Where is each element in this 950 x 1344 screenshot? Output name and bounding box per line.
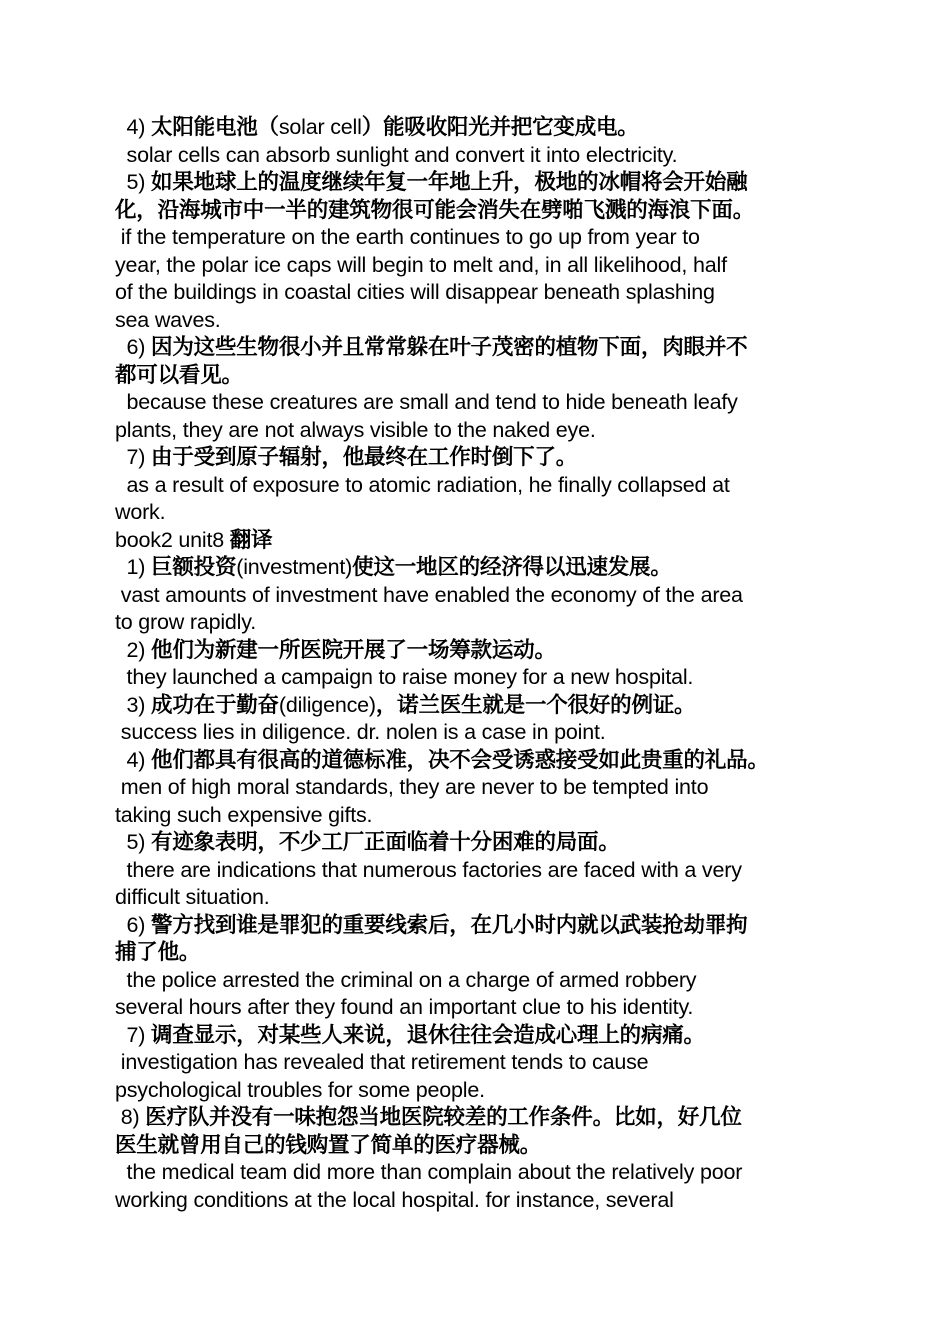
text-line [115, 472, 845, 500]
english-text: book2 unit8 [115, 527, 230, 552]
english-text: plants, they are not always visible to the naked eye. [115, 417, 596, 442]
english-text: 2) [115, 637, 152, 662]
chinese-text: 成功在于勤奋 [151, 692, 279, 717]
text-line [115, 197, 845, 225]
text-line [115, 884, 845, 912]
english-text: (investment) [236, 555, 353, 579]
english-text: solar cells can absorb sunlight and convert it into electricity. [115, 142, 678, 167]
chinese-text: 因为这些生物很小并且常常躲在叶子茂密的植物下面，肉眼并不 [151, 335, 748, 359]
document-text [115, 114, 845, 1214]
chinese-text: 捕了他。 [115, 940, 201, 964]
english-text: difficult situation. [115, 885, 270, 909]
english-text: 6) [115, 335, 152, 359]
chinese-text: 医生就曾用自己的钱购置了简单的医疗器械。 [115, 1132, 542, 1157]
text-line [115, 252, 845, 280]
english-text: if the temperature on the earth continues to go up from year to [115, 225, 700, 249]
english-text: 4) [115, 115, 152, 139]
text-line [115, 829, 845, 857]
text-line [115, 417, 845, 445]
text-line [115, 664, 845, 692]
english-text: men of high moral standards, they are never to be tempted into [115, 775, 709, 799]
text-line [115, 967, 845, 995]
english-text: 3) [115, 692, 152, 717]
text-line [115, 747, 845, 775]
english-text: 7) [115, 445, 152, 469]
text-line [115, 802, 845, 830]
chinese-text: 有迹象表明，不少工厂正面临着十分困难的局面。 [151, 830, 620, 854]
text-line [115, 609, 845, 637]
english-text: to grow rapidly. [115, 610, 256, 634]
english-text: 5) [115, 170, 152, 194]
english-text: they launched a campaign to raise money for a new hospital. [115, 665, 694, 689]
text-line [115, 939, 845, 967]
chinese-text: 警方找到谁是罪犯的重要线索后，在几小时内就以武装抢劫罪拘 [151, 912, 748, 937]
text-line [115, 362, 845, 390]
english-text: there are indications that numerous factories are faced with a very [115, 857, 742, 882]
chinese-text: 太阳能电池（ [151, 115, 279, 139]
english-text: 8) [115, 1105, 146, 1129]
english-text: several hours after they found an important clue to his identity. [115, 995, 694, 1019]
text-line [115, 1132, 845, 1160]
english-text: taking such expensive gifts. [115, 802, 373, 827]
text-line [115, 1104, 845, 1132]
english-text: (diligence) [278, 692, 376, 717]
text-line [115, 307, 845, 335]
english-text: psychological troubles for some people. [115, 1077, 485, 1102]
text-line [115, 224, 845, 252]
text-line [115, 637, 845, 665]
chinese-text: 都可以看见。 [115, 362, 243, 387]
english-text: as a result of exposure to atomic radiation, he finally collapsed at [115, 472, 730, 497]
english-text: 1) [115, 555, 152, 579]
chinese-text: 调查显示，对某些人来说，退休往往会造成心理上的病痛。 [151, 1022, 705, 1047]
english-text: investigation has revealed that retirement tends to cause [115, 1050, 649, 1074]
chinese-text: 使这一地区的经济得以迅速发展。 [352, 555, 672, 579]
chinese-text: ，诺兰医生就是一个很好的例证。 [375, 692, 696, 717]
english-text: the police arrested the criminal on a charge of armed robbery [115, 967, 697, 992]
english-text: the medical team did more than complain about the relatively poor [115, 1160, 743, 1184]
chinese-text: 巨额投资 [151, 555, 237, 579]
text-line [115, 774, 845, 802]
chinese-text: ）能吸收阳光并把它变成电。 [361, 115, 639, 139]
chinese-text: 翻译 [229, 527, 273, 552]
english-text: 6) [115, 912, 152, 937]
text-line [115, 1187, 845, 1215]
text-line [115, 279, 845, 307]
document-page [115, 114, 845, 1214]
english-text: solar cell [278, 115, 362, 139]
text-line [115, 857, 845, 885]
text-line [115, 692, 845, 720]
english-text: sea waves. [115, 307, 221, 332]
english-text: 4) [115, 747, 152, 772]
text-line [115, 554, 845, 582]
chinese-text: 他们为新建一所医院开展了一场筹款运动。 [151, 637, 556, 662]
text-line [115, 334, 845, 362]
text-line [115, 1022, 845, 1050]
text-line [115, 169, 845, 197]
english-text: 7) [115, 1022, 152, 1047]
text-line [115, 444, 845, 472]
text-line [115, 994, 845, 1022]
chinese-text: 如果地球上的温度继续年复一年地上升，极地的冰帽将会开始融 [151, 170, 748, 194]
english-text: working conditions at the local hospital. for instance, several [115, 1187, 674, 1212]
english-text: year, the polar ice caps will begin to melt and, in all likelihood, half [115, 252, 727, 277]
english-text: work. [115, 500, 166, 524]
english-text: vast amounts of investment have enabled the economy of the area [115, 582, 743, 607]
text-line [115, 1159, 845, 1187]
chinese-text: 他们都具有很高的道德标准，决不会受诱惑接受如此贵重的礼品。 [151, 747, 769, 772]
chinese-text: 化，沿海城市中一半的建筑物很可能会消失在劈啪飞溅的海浪下面。 [115, 197, 755, 222]
text-line [115, 114, 845, 142]
text-line [115, 582, 845, 610]
english-text: of the buildings in coastal cities will disappear beneath splashing [115, 280, 715, 304]
english-text: success lies in diligence. dr. nolen is a case in point. [115, 720, 606, 744]
text-line [115, 912, 845, 940]
chinese-text: 由于受到原子辐射，他最终在工作时倒下了。 [151, 445, 578, 469]
text-line [115, 142, 845, 170]
text-line [115, 389, 845, 417]
text-line [115, 719, 845, 747]
english-text: 5) [115, 830, 152, 854]
text-line [115, 499, 845, 527]
chinese-text: 医疗队并没有一味抱怨当地医院较差的工作条件。比如，好几位 [145, 1105, 742, 1129]
english-text: because these creatures are small and tend to hide beneath leafy [115, 390, 738, 414]
text-line [115, 1077, 845, 1105]
text-line [115, 527, 845, 555]
text-line [115, 1049, 845, 1077]
